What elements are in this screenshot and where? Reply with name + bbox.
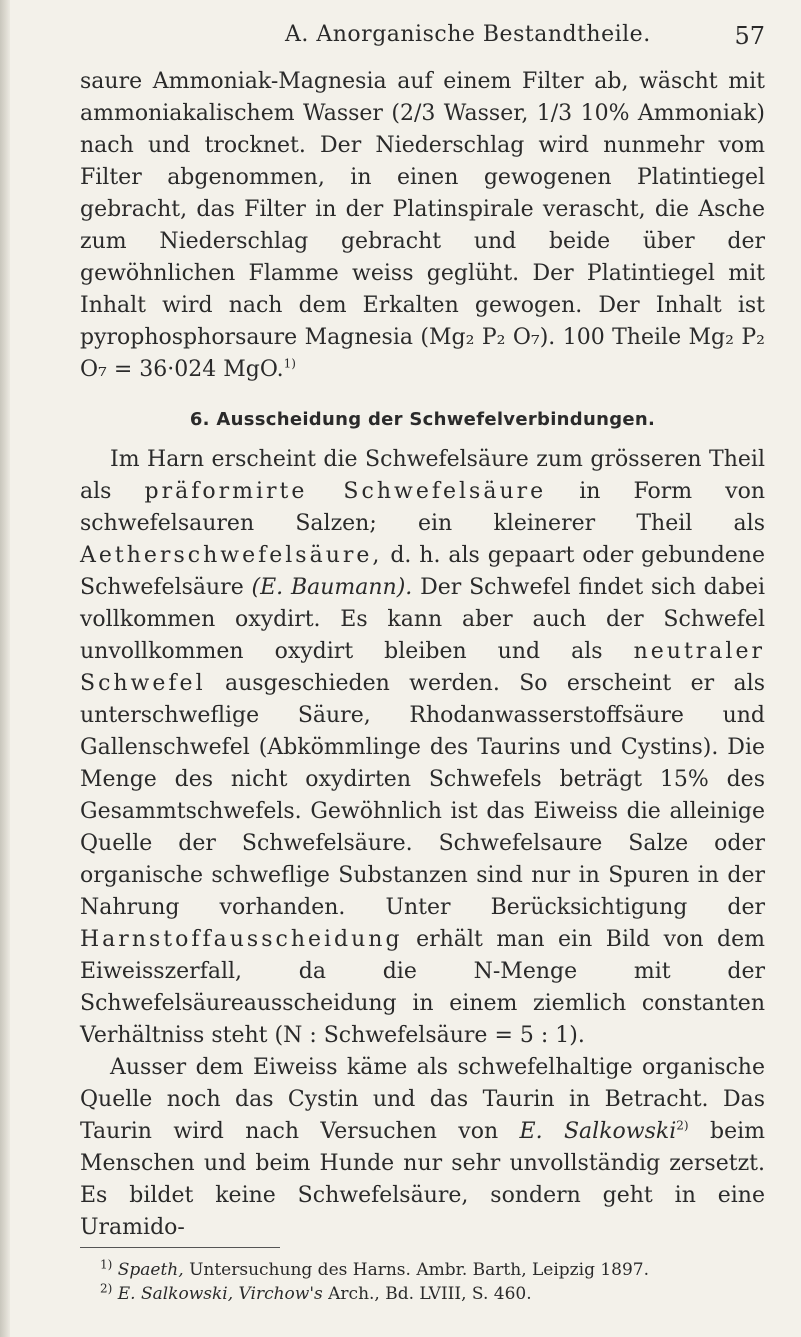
paragraph-text: saure Ammoniak-Magnesia auf einem Filter ab, wäscht mit ammoniakalischem Wasser (2/3 Wasser, 1/3 10% Ammoniak) nach und trocknet. Der Niederschlag wird nunmehr vom Filter abgenommen, in einen gewogenen Platintiegel gebracht, das Filter in der Platinspirale verascht, die Asche zum Niederschlag gebracht und beide über der gewöhnlichen Flamme weiss geglüht. Der Platintiegel mit Inhalt wird nach dem Erkalten gewogen. Der Inhalt ist pyrophosphorsaure Magnesia (Mg₂ P₂ O₇). 100 Theile Mg₂ P₂ O₇ = 36·024 MgO. <box>80 69 765 382</box>
text-run: Im Harn erscheint die Schwefelsäure zum grösseren Theil als <box>80 447 765 504</box>
footnotes <box>80 1258 765 1306</box>
section-heading: 6. Ausscheidung der Schwefelverbindungen. <box>189 409 656 430</box>
running-title: A. Anorganische Bestandtheile. <box>285 22 651 47</box>
paragraph-sulphur-compounds <box>80 444 765 1052</box>
text-run: d. h. als gepaart oder gebundene Schwefelsäure <box>80 543 765 600</box>
body-text <box>80 66 765 1244</box>
term-neutral-sulphur: neutraler Schwefel <box>80 639 765 696</box>
text-run: erhält man ein Bild von dem Eiweisszerfall, da die N-Menge mit der Schwefelsäureausscheidung in einem ziemlich constanten Verhältniss steht (N : Schwefelsäure = 5 : 1). <box>80 927 765 1048</box>
page-number: 57 <box>734 22 765 50</box>
citation-baumann: (E. Baumann). <box>251 575 413 600</box>
running-head <box>80 22 765 52</box>
text-run: Der Schwefel findet sich dabei vollkommen oxydirt. Es kann aber auch der Schwefel unvollkommen oxydirt bleiben und als <box>80 575 765 664</box>
footnote-text: Arch., Bd. LVIII, S. 460. <box>328 1284 532 1304</box>
footnote-divider <box>80 1247 280 1248</box>
binding-edge <box>0 0 10 1337</box>
footnote-marker: 1) <box>100 1257 113 1272</box>
footnote-journal: Virchow's <box>238 1284 323 1304</box>
footnote-author: Spaeth, <box>117 1260 184 1280</box>
footnote-ref-2: 2) <box>676 1118 689 1133</box>
text-run: Ausser dem Eiweiss käme als schwefelhaltige organische Quelle noch das Cystin und das Taurin in Betracht. Das Taurin wird nach Versuchen von <box>80 1055 765 1144</box>
text-run: ausgeschieden werden. So erscheint er als unterschweflige Säure, Rhodanwasserstoffsäure und Gallenschwefel (Abkömmlinge des Taurins und Cystins). Die Menge des nicht oxydirten Schwefels beträgt 15% des Gesammtschwefels. Gewöhnlich ist das Eiweiss die alleinige Quelle der Schwefelsäure. Schwefelsaure Salze oder organische schweflige Substanzen sind nur in Spuren in der Nahrung vorhanden. Unter Berücksichtigung der <box>80 671 766 920</box>
footnote-marker: 2) <box>100 1281 113 1296</box>
paragraph-cystine-taurine <box>80 1052 765 1244</box>
paragraph-ammonium-magnesia <box>80 66 765 386</box>
citation-salkowski: E. Salkowski <box>519 1119 677 1144</box>
term-preformed-sulphuric-acid: präformirte Schwefelsäure <box>144 479 547 504</box>
footnote-1 <box>80 1258 765 1282</box>
footnote-2 <box>80 1282 765 1306</box>
text-run: in Form von schwefelsauren Salzen; ein kleinerer Theil als <box>80 479 766 536</box>
footnote-author: E. Salkowski, <box>117 1284 234 1304</box>
footnote-ref-1: 1) <box>283 356 296 371</box>
footnote-text: Untersuchung des Harns. Ambr. Barth, Leipzig 1897. <box>189 1260 650 1280</box>
term-ether-sulphuric-acid: Aetherschwefelsäure, <box>80 543 383 568</box>
term-urea-excretion: Harnstoffausscheidung <box>80 927 403 952</box>
text-run: beim Menschen und beim Hunde nur sehr unvollständig zersetzt. Es bildet keine Schwefelsäure, sondern geht in eine Uramido- <box>80 1119 765 1240</box>
